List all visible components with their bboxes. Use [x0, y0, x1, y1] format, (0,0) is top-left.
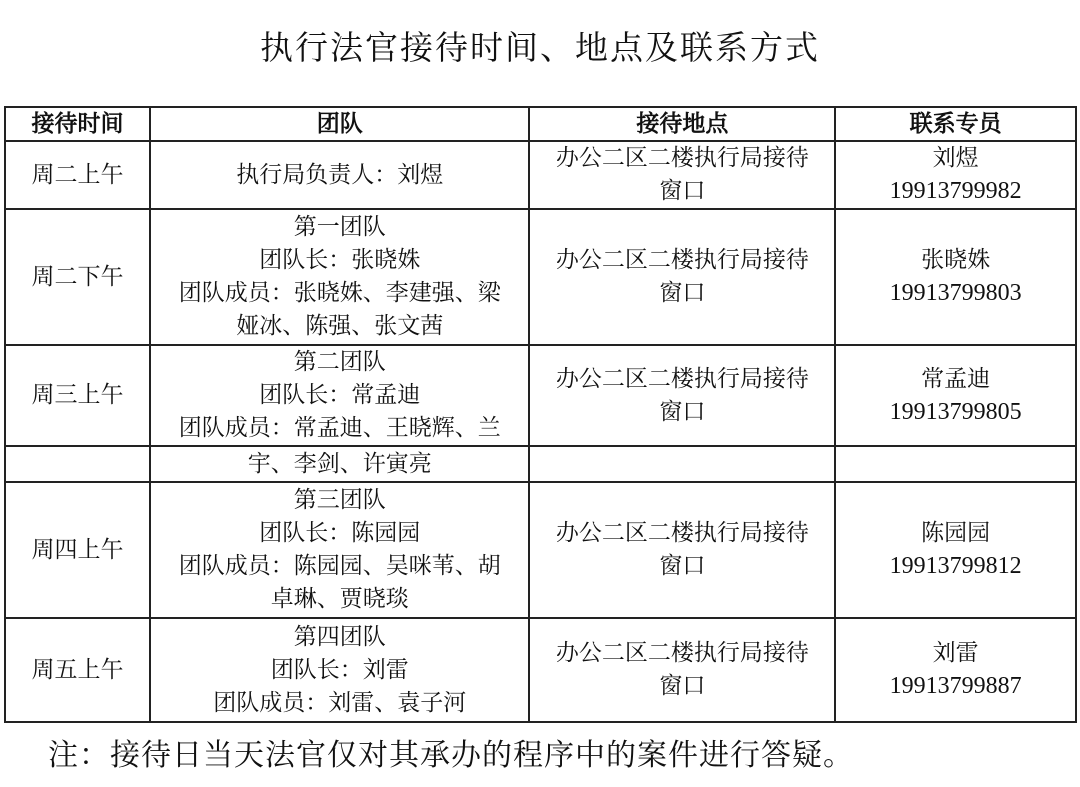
- table-header-row: [5, 107, 1076, 141]
- cell-contact: [835, 345, 1076, 446]
- reception-schedule-table: [4, 106, 1077, 723]
- team-line: 团队长：张晓姝: [259, 247, 421, 273]
- cell-contact: [835, 141, 1076, 209]
- team-line: 团队成员：张晓姝、李建强、梁: [178, 280, 501, 306]
- cell-place: 办公二区二楼执行局接待窗口: [529, 618, 835, 722]
- team-line: 第三团队: [293, 487, 386, 513]
- contact-phone: 19913799812: [889, 553, 1022, 579]
- header-place: 接待地点: [529, 107, 835, 141]
- cell-team: [150, 209, 529, 345]
- cell-place: 办公二区二楼执行局接待窗口: [529, 345, 835, 446]
- table-row: [5, 482, 1076, 618]
- contact-phone: 19913799982: [889, 178, 1022, 204]
- cell-team: [150, 482, 529, 618]
- table-row: [5, 141, 1076, 209]
- team-line: 卓琳、贾晓琰: [270, 586, 409, 612]
- cell-place: [529, 446, 835, 482]
- header-contact: 联系专员: [835, 107, 1076, 141]
- cell-place: 办公二区二楼执行局接待窗口: [529, 141, 835, 209]
- team-line: 团队成员：常孟迪、王晓辉、兰: [178, 415, 501, 441]
- footnote: 注：接待日当天法官仅对其承办的程序中的案件进行答疑。: [48, 738, 854, 773]
- contact-phone: 19913799805: [889, 398, 1022, 425]
- cell-contact: [835, 209, 1076, 345]
- team-line: 团队长：常孟迪: [259, 382, 421, 408]
- cell-team: [150, 345, 529, 446]
- contact-name: 常孟迪: [921, 365, 991, 392]
- header-team: 团队: [150, 107, 529, 141]
- cell-time: 周三上午: [5, 345, 150, 446]
- contact-name: 刘雷: [932, 640, 979, 666]
- table-row: [5, 618, 1076, 722]
- team-line: 宇、李剑、许寅亮: [247, 450, 432, 477]
- contact-name: 刘煜: [932, 145, 979, 171]
- cell-contact: [835, 446, 1076, 482]
- contact-phone: 19913799803: [889, 280, 1022, 306]
- team-line: 团队长：刘雷: [270, 656, 409, 683]
- team-line: 第二团队: [293, 349, 386, 375]
- cell-contact: [835, 618, 1076, 722]
- table-row: [5, 446, 1076, 482]
- team-line: 第一团队: [293, 214, 386, 240]
- cell-time: 周二下午: [5, 209, 150, 345]
- team-line: 团队长：陈园园: [259, 520, 421, 546]
- table-row: [5, 209, 1076, 345]
- team-line: 执行局负责人：刘煜: [236, 161, 444, 188]
- cell-team: [150, 141, 529, 209]
- cell-team: [150, 618, 529, 722]
- cell-place: 办公二区二楼执行局接待窗口: [529, 482, 835, 618]
- table-row: [5, 345, 1076, 446]
- cell-time: [5, 446, 150, 482]
- cell-team: [150, 446, 529, 482]
- page-title: 执行法官接待时间、地点及联系方式: [260, 28, 820, 67]
- cell-time: 周五上午: [5, 618, 150, 722]
- contact-phone: 19913799887: [889, 673, 1022, 699]
- header-time: 接待时间: [5, 107, 150, 141]
- cell-time: 周二上午: [5, 141, 150, 209]
- team-line: 团队成员：刘雷、袁子河: [213, 689, 467, 716]
- team-line: 娅冰、陈强、张文茜: [236, 313, 444, 339]
- team-line: 第四团队: [293, 623, 386, 650]
- team-line: 团队成员：陈园园、吴咪苇、胡: [178, 553, 501, 579]
- cell-time: 周四上午: [5, 482, 150, 618]
- contact-name: 张晓姝: [921, 247, 991, 273]
- cell-place: 办公二区二楼执行局接待窗口: [529, 209, 835, 345]
- cell-contact: [835, 482, 1076, 618]
- contact-name: 陈园园: [921, 520, 991, 546]
